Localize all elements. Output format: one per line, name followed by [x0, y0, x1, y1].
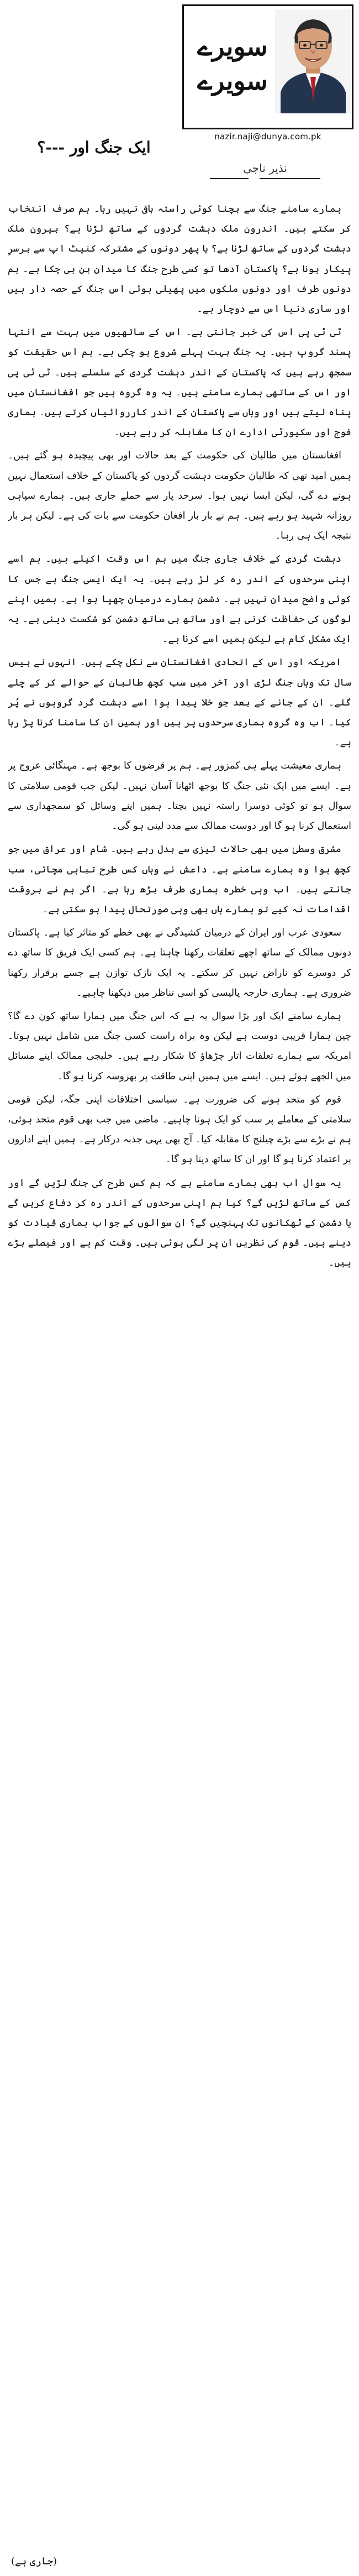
author-portrait-illustration — [275, 9, 351, 113]
column-name — [188, 14, 277, 113]
article-headline: ایک جنگ اور ---؟ — [37, 138, 151, 156]
article-paragraph: افغانستان میں طالبان کی حکومت کے بعد حالات اور بھی پیچیدہ ہو گئے ہیں۔ ہمیں امید تھی کہ طالبان حکومت دہشت گردوں کو پاکستان کے خلاف استعمال نہیں ہونے دے گی، لیکن ایسا نہیں ہوا۔ سرحد پار سے حملے جاری ہیں۔ ہمارے سپاہی روزانہ شہید ہو رہے ہیں۔ ہم نے بار بار افغان حکومت سے بات کی ہے۔ لیکن ہر بار نتیجہ ایک ہی رہا۔ — [8, 450, 351, 542]
author-email: nazir.naji@dunya.com.pk — [214, 132, 321, 142]
article-paragraph: ہمارے سامنے ایک اور بڑا سوال یہ ہے کہ اس جنگ میں ہمارا ساتھ کون دے گا؟ چین ہمارا قریبی دوست ہے لیکن وہ براہ راست کسی جنگ میں شامل نہیں ہوتا۔ امریکہ سے ہمارے تعلقات اتار چڑھاؤ کا شکار رہے ہیں۔ خلیجی ممالک اپنے مسائل میں الجھے ہوئے ہیں۔ ایسے میں ہمیں اپنی طاقت پر بھروسہ کرنا ہو گا۔ — [8, 1010, 351, 1082]
article-end-mark: (جاری ہے) — [11, 2556, 57, 2567]
article-body — [8, 199, 351, 2560]
article-paragraph: ہماری معیشت پہلے ہی کمزور ہے۔ ہم پر قرضوں کا بوجھ ہے۔ مہنگائی عروج پر ہے۔ ایسے میں ایک نئی جنگ کا بوجھ اٹھانا آسان نہیں۔ لیکن جب قومی سلامتی کا سوال ہو تو کوئی دوسرا راستہ نہیں بچتا۔ ہمیں اپنے وسائل کو سمجھداری سے استعمال کرنا ہو گا اور دوست ممالک سے مدد لینی ہو گی۔ — [8, 760, 351, 832]
article-paragraph: دہشت گردی کے خلاف جاری جنگ میں ہم اس وقت اکیلے ہیں۔ ہم اسے اپنی سرحدوں کے اندر رہ کر لڑ رہے ہیں۔ یہ ایک ایسی جنگ ہے جس کا کوئی واضح میدان نہیں ہے۔ دشمن ہمارے درمیان چھپا ہوا ہے۔ ہمیں اپنے لوگوں کی حفاظت کرنی ہے اور ساتھ ہی ساتھ دشمن کو شکست دینی ہے۔ یہ ایک مشکل کام ہے لیکن ہمیں اسے کرنا ہے۔ — [8, 553, 351, 645]
article-paragraph: مشرق وسطیٰ میں بھی حالات تیزی سے بدل رہے ہیں۔ شام اور عراق میں جو کچھ ہوا وہ ہمارے سامنے ہے۔ داعش نے وہاں کس طرح تباہی مچائی، سب جانتے ہیں۔ اب وہی خطرہ ہماری طرف بڑھ رہا ہے۔ اگر ہم نے بروقت اقدامات نہ کیے تو ہمارے ہاں بھی وہی صورتحال پیدا ہو سکتی ہے۔ — [8, 844, 351, 915]
article-paragraph: ہمارے سامنے جنگ سے بچنا کوئی راستہ باقی نہیں رہا۔ ہم صرف انتخاب کر سکتے ہیں۔ اندرون ملک دہشت گردوں کے ساتھ لڑنا ہے؟ بیرون ملک دہشت گردوں کے ساتھ لڑنا ہے؟ یا پھر دونوں کے مشترکہ کنیٹ اپ سے برسرِ پیکار ہونا ہے؟ پاکستان آدھا تو کسی طرح جنگ کا میدان بن ہی چکا ہے۔ ہم دونوں طرف اور دونوں ملکوں میں پھیلی ہوئی اس جنگ کے حصہ دار ہیں اور ساری دنیا اس سے دوچار ہے۔ — [8, 203, 351, 315]
author-photo — [275, 9, 351, 113]
article-paragraph: امریکہ اور اس کے اتحادی افغانستان سے نکل چکے ہیں۔ انہوں نے بیس سال تک وہاں جنگ لڑی اور آخر میں سب کچھ طالبان کے حوالے کر کے چلے گئے۔ ان کے جانے کے بعد جو خلا پیدا ہوا اسے دہشت گرد گروہوں نے پُر کیا۔ اب وہ گروہ ہماری سرحدوں پر ہیں اور ہمیں ان کا سامنا کرنا پڑ رہا ہے۔ — [8, 657, 351, 749]
article-paragraph: ٹی ٹی پی اس کی خبر جانتی ہے۔ اس کے ساتھیوں میں بہت سے انتہا پسند گروپ ہیں۔ یہ جنگ بہت پہلے شروع ہو چکی ہے۔ ہم اس حقیقت کو سمجھ رہے ہیں کہ پاکستان کے اندر دہشت گردی کے سلسلے ہیں۔ ٹی ٹی پی اور اس کے ساتھی ہمارے سامنے ہیں۔ یہ وہ گروہ ہیں جو افغانستان میں پناہ لیتے ہیں اور وہاں سے پاکستان کے اندر کارروائیاں کرتے ہیں۔ ہماری فوج اور سکیورٹی ادارے ان کا مقابلہ کر رہے ہیں۔ — [8, 327, 351, 438]
column-name-line1: سویرے — [197, 32, 268, 61]
column-logo — [182, 4, 353, 129]
byline-rule-right — [260, 178, 320, 179]
byline-rule-left — [210, 178, 249, 179]
author-byline: نذیر ناجی — [243, 161, 287, 175]
article-paragraph: قوم کو متحد ہونے کی ضرورت ہے۔ سیاسی اختلافات اپنی جگہ، لیکن قومی سلامتی کے معاملے پر سب کو ایک ہونا چاہیے۔ ماضی میں جب بھی قوم متحد ہوئی، ہم نے بڑے سے بڑے چیلنج کا مقابلہ کیا۔ آج بھی یہی جذبہ درکار ہے۔ ہمیں اپنے اداروں پر اعتماد کرنا ہو گا اور ان کا ساتھ دینا ہو گا۔ — [8, 1094, 351, 1166]
article-paragraph: سعودی عرب اور ایران کے درمیان کشیدگی نے بھی خطے کو متاثر کیا ہے۔ پاکستان دونوں ممالک کے ساتھ اچھے تعلقات رکھنا چاہتا ہے۔ ہم کسی ایک فریق کا ساتھ دے کر دوسرے کو ناراض نہیں کر سکتے۔ یہ ایک نازک توازن ہے جسے برقرار رکھنا ضروری ہے۔ ہماری خارجہ پالیسی کو اسی تناظر میں دیکھنا چاہیے۔ — [8, 927, 351, 999]
column-masthead — [0, 0, 359, 199]
article-paragraph: یہ سوال اب بھی ہمارے سامنے ہے کہ ہم کس طرح کی جنگ لڑیں گے اور کس کے ساتھ لڑیں گے؟ کیا ہم اپنی سرحدوں کے اندر رہ کر دفاع کریں گے یا دشمن کے ٹھکانوں تک پہنچیں گے؟ ان سوالوں کے جواب ہماری قیادت کو دینے ہیں۔ قوم کی نظریں ان پر لگی ہوئی ہیں۔ وقت کم ہے اور فیصلے بڑے ہیں۔ — [8, 1177, 351, 1269]
column-name-line2: سویرے — [197, 66, 268, 96]
